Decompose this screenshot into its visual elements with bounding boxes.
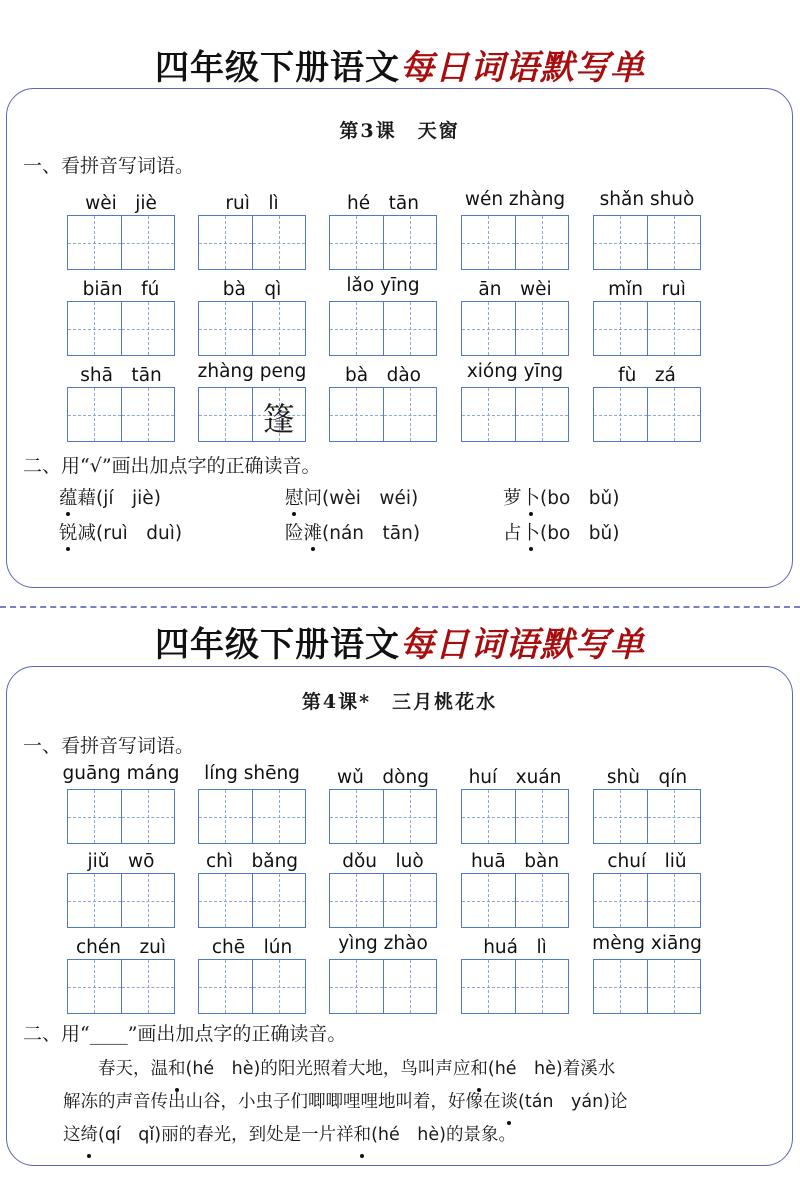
writing-cell[interactable]	[330, 216, 383, 269]
word-item	[593, 847, 701, 929]
reading-options[interactable]: (qí qǐ)	[98, 1125, 162, 1145]
writing-grid	[329, 873, 437, 928]
dotted-character: 谈	[501, 1086, 519, 1119]
writing-cell[interactable]	[121, 216, 175, 269]
writing-cell[interactable]	[647, 388, 701, 441]
reading-options[interactable]: (bo bǔ)	[540, 488, 620, 509]
word-item	[329, 275, 437, 357]
writing-grid	[461, 789, 569, 844]
writing-cell[interactable]	[594, 874, 647, 927]
pinyin-label: mèng xiāng	[592, 933, 702, 954]
writing-cell[interactable]	[68, 216, 121, 269]
writing-cell[interactable]	[515, 216, 569, 269]
writing-cell[interactable]	[199, 874, 252, 927]
writing-grid	[67, 959, 175, 1014]
title-red: 每日词语默写单	[400, 48, 645, 88]
writing-cell[interactable]	[121, 874, 175, 927]
paragraph-text: 的景象。	[445, 1125, 516, 1145]
writing-cell[interactable]	[68, 302, 121, 355]
paragraph-text: 解冻的声音传出山谷，小虫子们唧唧哩哩地叫着，好像在	[63, 1092, 501, 1112]
pinyin-label: yìng zhào	[338, 933, 428, 954]
reading-question[interactable]	[59, 484, 161, 510]
pinyin-label: wén zhàng	[464, 189, 566, 210]
pinyin-label: xióng yīng	[466, 361, 564, 382]
writing-grid	[329, 387, 437, 442]
word-item	[461, 361, 569, 443]
dotted-character: 绮	[81, 1119, 99, 1152]
writing-cell[interactable]	[199, 790, 252, 843]
writing-cell[interactable]	[383, 302, 437, 355]
writing-cell[interactable]	[462, 960, 515, 1013]
writing-cell[interactable]	[330, 790, 383, 843]
writing-grid	[329, 301, 437, 356]
word-item	[329, 189, 437, 271]
pinyin-label: chì bǎng	[205, 851, 299, 872]
character: 占	[503, 523, 522, 544]
pinyin-label: wǔ dòng	[337, 767, 429, 788]
paragraph-text: 春天，温	[63, 1059, 168, 1079]
dotted-character: 锐	[59, 519, 78, 545]
paragraph-text: 这	[63, 1125, 81, 1145]
pinyin-label: biān fú	[82, 279, 160, 300]
pinyin-label: hé tān	[347, 193, 419, 214]
writing-cell[interactable]	[515, 874, 569, 927]
reading-question[interactable]	[59, 519, 182, 545]
section1-heading: 一、看拼音写词语。	[23, 735, 195, 757]
writing-grid	[461, 873, 569, 928]
writing-cell[interactable]	[68, 874, 121, 927]
writing-cell[interactable]	[383, 960, 437, 1013]
character: 险	[285, 523, 304, 544]
word-item	[461, 189, 569, 271]
writing-cell[interactable]	[515, 388, 569, 441]
reading-paragraph	[63, 1053, 683, 1152]
word-item	[329, 361, 437, 443]
pinyin-label: lǎo yīng	[346, 275, 420, 296]
word-item	[593, 763, 701, 845]
paragraph-text: 的阳光照着大地，鸟叫声应	[260, 1059, 471, 1079]
writing-grid	[198, 387, 306, 442]
reading-options[interactable]: (hé hè)	[371, 1125, 446, 1145]
sheet2-title	[0, 617, 800, 666]
writing-grid	[67, 215, 175, 270]
writing-grid	[329, 215, 437, 270]
paragraph-text: 丽的春光，到处是一片祥	[161, 1125, 354, 1145]
writing-grid	[593, 387, 701, 442]
pinyin-label: ruì lì	[225, 193, 279, 214]
paragraph-text: 论	[610, 1092, 628, 1112]
sheet1-title	[0, 40, 800, 89]
writing-cell[interactable]	[121, 960, 175, 1013]
writing-cell[interactable]	[462, 388, 515, 441]
writing-cell[interactable]	[330, 960, 383, 1013]
word-item	[593, 189, 701, 271]
writing-grid	[198, 873, 306, 928]
writing-cell[interactable]	[252, 874, 306, 927]
writing-grid	[67, 301, 175, 356]
dotted-character: 卜	[522, 484, 541, 510]
pinyin-label: zhàng peng	[197, 361, 307, 382]
paragraph-line	[63, 1086, 683, 1119]
reading-question[interactable]	[285, 519, 420, 545]
writing-cell[interactable]	[647, 790, 701, 843]
word-item	[329, 933, 437, 1015]
title-black: 四年级下册语文	[155, 625, 400, 665]
word-item	[198, 847, 306, 929]
reading-options[interactable]: (tán yán)	[518, 1092, 611, 1112]
word-item	[67, 361, 175, 443]
writing-cell[interactable]	[515, 960, 569, 1013]
writing-cell[interactable]	[121, 790, 175, 843]
section2-heading: 二、用“____”画出加点字的正确读音。	[23, 1023, 347, 1045]
pinyin-label: wèi jiè	[85, 193, 157, 214]
pinyin-label: shù qín	[606, 767, 688, 788]
paragraph-line	[63, 1053, 683, 1086]
writing-grid	[67, 873, 175, 928]
writing-cell[interactable]	[68, 790, 121, 843]
lesson-title: 第4课* 三月桃花水	[301, 691, 498, 713]
pinyin-label: dǒu luò	[342, 851, 424, 872]
writing-cell[interactable]	[121, 302, 175, 355]
writing-grid	[198, 959, 306, 1014]
word-item	[593, 275, 701, 357]
writing-cell[interactable]	[252, 302, 306, 355]
writing-grid	[329, 789, 437, 844]
paragraph-text: 着溪水	[562, 1059, 616, 1079]
writing-cell[interactable]	[121, 388, 175, 441]
writing-cell[interactable]	[647, 302, 701, 355]
title-black: 四年级下册语文	[155, 48, 400, 88]
writing-grid	[461, 387, 569, 442]
writing-cell[interactable]	[462, 874, 515, 927]
word-item	[67, 275, 175, 357]
writing-cell[interactable]	[462, 302, 515, 355]
pinyin-label: jiǔ wō	[87, 851, 155, 872]
writing-grid	[67, 789, 175, 844]
writing-cell[interactable]	[515, 790, 569, 843]
reading-options[interactable]: (ruì duì)	[96, 523, 183, 544]
word-item	[461, 933, 569, 1015]
writing-cell[interactable]	[199, 216, 252, 269]
writing-cell[interactable]	[199, 960, 252, 1013]
word-item	[198, 763, 306, 845]
word-item	[461, 763, 569, 845]
writing-cell[interactable]	[330, 302, 383, 355]
word-item	[329, 847, 437, 929]
word-item	[329, 763, 437, 845]
section2-heading: 二、用“√”画出加点字的正确读音。	[23, 455, 321, 477]
pinyin-label: chē lún	[211, 937, 293, 958]
writing-cell[interactable]	[594, 960, 647, 1013]
character: 减	[77, 523, 97, 544]
writing-grid	[593, 789, 701, 844]
pinyin-label: huí xuán	[468, 767, 562, 788]
word-item	[67, 933, 175, 1015]
dotted-character: 和	[354, 1119, 372, 1152]
reading-options[interactable]: (bo bǔ)	[540, 523, 620, 544]
word-item	[198, 933, 306, 1015]
sheet2-panel	[6, 666, 793, 1166]
reading-options[interactable]: (hé hè)	[185, 1059, 261, 1079]
dotted-character: 滩	[304, 519, 323, 545]
reading-options[interactable]: (wèi wéi)	[322, 488, 419, 509]
pinyin-label: shā tān	[80, 365, 162, 386]
writing-cell[interactable]	[252, 790, 306, 843]
writing-grid	[67, 387, 175, 442]
character: 萝	[503, 488, 522, 509]
writing-cell[interactable]	[647, 216, 701, 269]
writing-cell[interactable]	[383, 216, 437, 269]
writing-cell[interactable]	[330, 388, 383, 441]
character: 问	[303, 488, 323, 509]
pinyin-label: huá lì	[483, 937, 547, 958]
writing-grid	[329, 959, 437, 1014]
pinyin-label: huā bàn	[470, 851, 560, 872]
word-item	[593, 361, 701, 443]
lesson-title: 第3课 天窗	[339, 120, 460, 142]
writing-grid	[593, 873, 701, 928]
sheet1-panel	[6, 88, 793, 588]
reading-question[interactable]	[285, 484, 418, 510]
dotted-character: 和	[470, 1053, 488, 1086]
reading-question[interactable]	[503, 484, 620, 510]
paragraph-line	[63, 1119, 683, 1152]
writing-cell[interactable]	[462, 790, 515, 843]
word-item	[198, 361, 306, 443]
word-item	[593, 933, 701, 1015]
writing-cell[interactable]	[68, 960, 121, 1013]
writing-cell[interactable]	[68, 388, 121, 441]
writing-cell[interactable]	[252, 388, 306, 441]
writing-grid	[461, 215, 569, 270]
writing-cell[interactable]	[647, 874, 701, 927]
writing-grid	[593, 215, 701, 270]
word-item	[67, 189, 175, 271]
pinyin-label: shǎn shuò	[599, 189, 695, 210]
writing-cell[interactable]	[594, 302, 647, 355]
pinyin-label: líng shēng	[204, 763, 300, 784]
reading-options[interactable]: (jí jiè)	[96, 488, 161, 509]
dotted-character: 慰	[285, 484, 304, 510]
writing-cell[interactable]	[594, 216, 647, 269]
pinyin-label: mǐn ruì	[608, 279, 686, 300]
writing-cell[interactable]	[594, 790, 647, 843]
word-item	[67, 847, 175, 929]
character: 藉	[77, 488, 97, 509]
writing-cell[interactable]	[199, 302, 252, 355]
writing-cell[interactable]	[647, 960, 701, 1013]
dotted-character: 蕴	[59, 484, 78, 510]
pinyin-label: fù zá	[618, 365, 676, 386]
word-item	[198, 189, 306, 271]
reading-options[interactable]: (nán tān)	[322, 523, 421, 544]
writing-grid	[198, 215, 306, 270]
section1-heading: 一、看拼音写词语。	[23, 155, 195, 177]
dotted-character: 和	[168, 1053, 186, 1086]
reading-options[interactable]: (hé hè)	[487, 1059, 563, 1079]
pinyin-label: bà dào	[345, 365, 421, 386]
dashed-divider	[0, 606, 800, 608]
writing-grid	[593, 959, 701, 1014]
writing-grid	[461, 301, 569, 356]
writing-cell[interactable]	[515, 302, 569, 355]
writing-cell[interactable]	[252, 216, 306, 269]
word-item	[461, 275, 569, 357]
pinyin-label: chén zuì	[75, 937, 167, 958]
pinyin-label: ān wèi	[478, 279, 552, 300]
writing-grid	[198, 301, 306, 356]
writing-cell[interactable]	[199, 388, 252, 441]
writing-cell[interactable]	[252, 960, 306, 1013]
writing-cell[interactable]	[462, 216, 515, 269]
writing-cell[interactable]	[594, 388, 647, 441]
writing-grid	[198, 789, 306, 844]
pinyin-label: bà qì	[222, 279, 282, 300]
title-red: 每日词语默写单	[400, 625, 645, 665]
written-character: 篷	[262, 400, 295, 438]
word-item	[198, 275, 306, 357]
writing-grid	[461, 959, 569, 1014]
writing-grid	[593, 301, 701, 356]
writing-cell[interactable]	[383, 388, 437, 441]
pinyin-label: chuí liǔ	[607, 851, 687, 872]
reading-question[interactable]	[503, 519, 620, 545]
word-item	[461, 847, 569, 929]
dotted-character: 卜	[522, 519, 541, 545]
writing-cell[interactable]	[383, 790, 437, 843]
writing-cell[interactable]	[330, 874, 383, 927]
pinyin-label: guāng máng	[62, 763, 180, 784]
word-item	[62, 763, 180, 845]
writing-cell[interactable]	[383, 874, 437, 927]
